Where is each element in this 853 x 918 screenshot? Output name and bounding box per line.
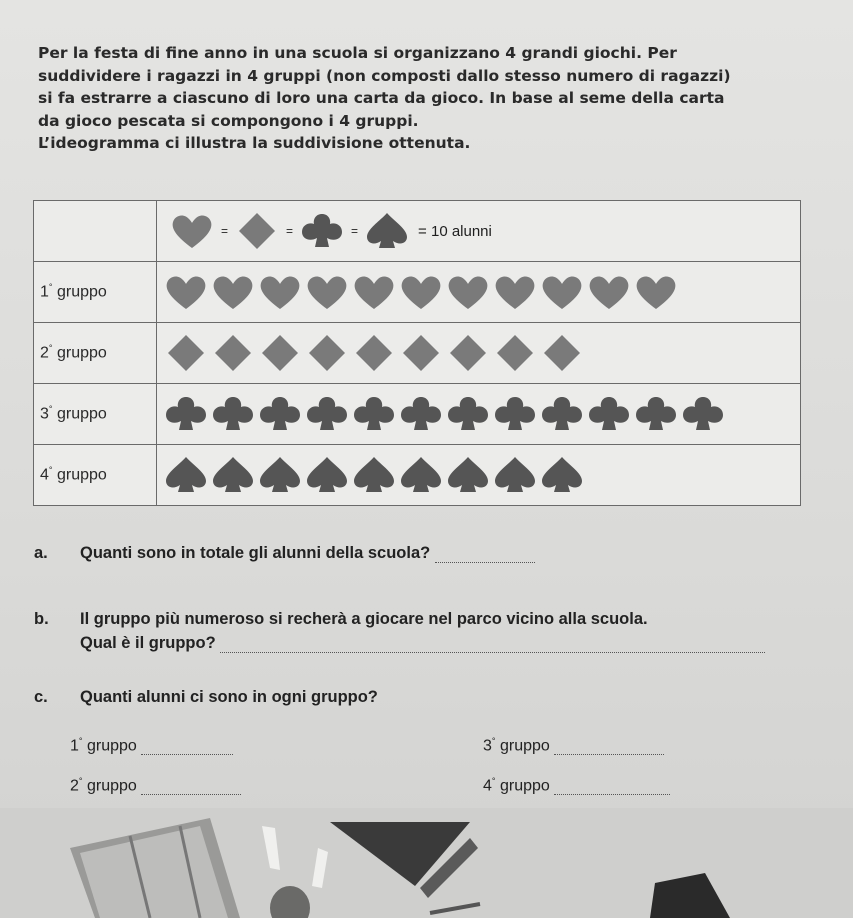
club-icon — [398, 394, 444, 434]
group-row — [34, 384, 801, 445]
equals-sign: = — [221, 224, 229, 238]
heart-icon — [539, 272, 585, 312]
club-icon — [163, 394, 209, 434]
spade-icon — [364, 211, 410, 251]
answer-blank[interactable] — [141, 794, 241, 795]
problem-line: Per la festa di fine anno in una scuola si organizzano 4 grandi giochi. Per — [38, 44, 677, 62]
equals-sign: = — [286, 224, 294, 238]
spade-icon — [163, 455, 209, 495]
legend-cell — [157, 201, 801, 262]
diamond-icon — [234, 211, 280, 251]
club-row — [163, 394, 800, 434]
spade-icon — [539, 455, 585, 495]
problem-line: si fa estrarre a ciascuno di loro una carta da gioco. In base al seme della carta — [38, 89, 725, 107]
club-icon — [586, 394, 632, 434]
equals-sign: = — [351, 224, 359, 238]
answer-blank[interactable] — [220, 652, 765, 653]
spade-row — [163, 455, 800, 495]
question-b: b. Il gruppo più numeroso si recherà a giocare nel parco vicino alla scuola. — [34, 610, 648, 628]
diamond-icon — [351, 333, 397, 373]
answer-group-3: 3° gruppo — [483, 736, 664, 755]
heart-icon — [304, 272, 350, 312]
club-icon — [680, 394, 726, 434]
heart-row — [163, 272, 800, 312]
heart-icon — [586, 272, 632, 312]
legend-row — [34, 201, 801, 262]
legend-label-cell — [34, 201, 157, 262]
problem-text — [38, 42, 828, 155]
diamond-icon — [257, 333, 303, 373]
club-icon — [492, 394, 538, 434]
group-row — [34, 323, 801, 384]
photo-svg — [0, 808, 853, 918]
answer-group-4: 4° gruppo — [483, 776, 670, 795]
spade-icon — [398, 455, 444, 495]
club-icon — [445, 394, 491, 434]
answer-group-2: 2° gruppo — [70, 776, 241, 795]
legend-value: = 10 alunni — [418, 222, 492, 240]
answer-blank[interactable] — [554, 754, 664, 755]
problem-line: L’ideogramma ci illustra la suddivisione ottenuta. — [38, 134, 471, 152]
heart-icon — [169, 211, 215, 251]
answer-blank[interactable] — [554, 794, 670, 795]
club-icon — [304, 394, 350, 434]
problem-line: suddividere i ragazzi in 4 gruppi (non composti dallo stesso numero di ragazzi) — [38, 66, 731, 85]
illustration-photo — [0, 808, 853, 918]
diamond-icon — [163, 333, 209, 373]
diamond-icon — [445, 333, 491, 373]
group-label: 4° gruppo — [34, 445, 157, 506]
diamond-row — [163, 333, 800, 373]
diamond-icon — [210, 333, 256, 373]
group-row — [34, 262, 801, 323]
ideogram-table — [33, 200, 801, 506]
answer-blank[interactable] — [435, 562, 535, 563]
answer-blank[interactable] — [141, 754, 233, 755]
spade-icon — [210, 455, 256, 495]
question-b-line2: Qual è il gruppo? — [80, 634, 765, 653]
spade-icon — [257, 455, 303, 495]
heart-icon — [351, 272, 397, 312]
group-label: 2° gruppo — [34, 323, 157, 384]
spade-icon — [492, 455, 538, 495]
spade-icon — [304, 455, 350, 495]
club-icon — [210, 394, 256, 434]
problem-line: da gioco pescata si compongono i 4 gruppi. — [38, 111, 419, 130]
group-row — [34, 445, 801, 506]
group-label: 3° gruppo — [34, 384, 157, 445]
club-icon — [633, 394, 679, 434]
heart-icon — [492, 272, 538, 312]
heart-icon — [398, 272, 444, 312]
diamond-icon — [539, 333, 585, 373]
heart-icon — [445, 272, 491, 312]
question-c: c. Quanti alunni ci sono in ogni gruppo? — [34, 688, 378, 706]
heart-icon — [633, 272, 679, 312]
diamond-icon — [398, 333, 444, 373]
club-icon — [351, 394, 397, 434]
group-label: 1° gruppo — [34, 262, 157, 323]
diamond-icon — [304, 333, 350, 373]
spade-icon — [445, 455, 491, 495]
club-icon — [257, 394, 303, 434]
heart-icon — [257, 272, 303, 312]
club-icon — [299, 211, 345, 251]
heart-icon — [163, 272, 209, 312]
heart-icon — [210, 272, 256, 312]
answer-group-1: 1° gruppo — [70, 736, 233, 755]
club-icon — [539, 394, 585, 434]
diamond-icon — [492, 333, 538, 373]
question-a: a. Quanti sono in totale gli alunni della scuola? — [34, 544, 535, 563]
spade-icon — [351, 455, 397, 495]
